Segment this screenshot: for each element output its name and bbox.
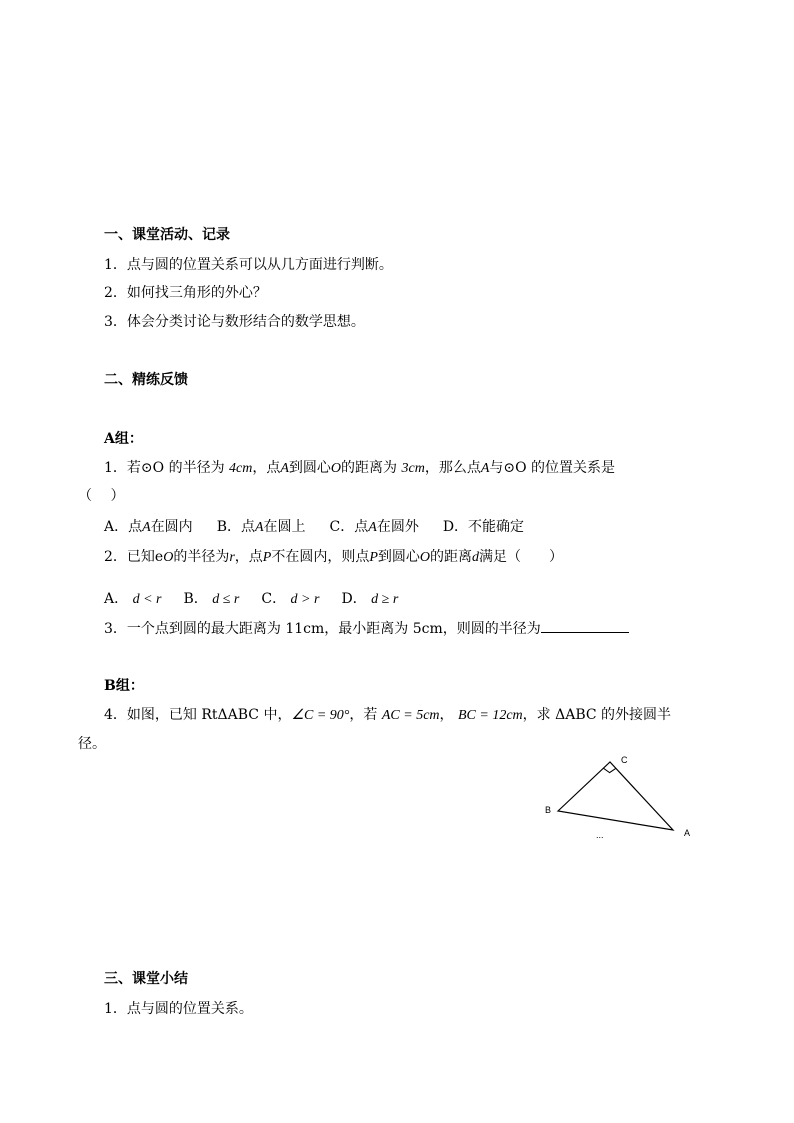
question-1-answer-paren: （ ） [78, 488, 125, 504]
section-3-item-1: 1．点与圆的位置关系。 [104, 1001, 253, 1017]
option-d: D． d ≥ r [341, 591, 399, 607]
vertex-label-a: A [684, 828, 691, 838]
section-3-title: 三、课堂小结 [104, 971, 188, 987]
right-angle-mark [603, 768, 616, 772]
question-3: 3．一个点到圆的最大距离为 11cm，最小距离为 5cm，则圆的半径为 [104, 619, 629, 638]
triangle-abc [558, 762, 673, 830]
option-a: A． d < r [104, 591, 162, 607]
option-d: D．不能确定 [442, 519, 525, 535]
section-1-item-1: 1．点与圆的位置关系可以从几方面进行判断。 [104, 257, 393, 273]
section-1-item-2: 2．如何找三角形的外心？ [104, 285, 267, 301]
option-a: A．点A在圆内 [104, 519, 193, 535]
vertex-label-b: B [545, 805, 552, 815]
figure-dots: ... [596, 830, 604, 840]
option-b: B．点A在圆上 [216, 519, 306, 535]
group-b-label: B组： [104, 678, 144, 694]
option-b: B． d ≤ r [183, 591, 240, 607]
question-1: 1．若⊙O 的半径为 4cm，点A到圆心O的距离为 3cm，那么点A与⊙O 的位置关系是 [104, 460, 616, 476]
question-2: 2．已知eO的半径为r，点P不在圆内，则点P到圆心O的距离d满足（ ） [104, 549, 564, 565]
question-4: 4．如图，已知 RtΔABC 中，∠C = 90°，若 AC = 5cm， BC = 12cm，求 ΔABC 的外接圆半 [104, 707, 672, 723]
vertex-label-c: C [621, 755, 628, 765]
option-c: C． d > r [261, 591, 320, 607]
section-1-item-3: 3．体会分类讨论与数形结合的数学思想。 [104, 314, 365, 330]
group-a-label: A组： [104, 431, 143, 447]
section-2-title: 二、精练反馈 [104, 372, 188, 388]
section-1-title: 一、课堂活动、记录 [104, 227, 230, 243]
option-c: C．点A在圆外 [329, 519, 419, 535]
question-4-continuation: 径。 [78, 736, 106, 752]
